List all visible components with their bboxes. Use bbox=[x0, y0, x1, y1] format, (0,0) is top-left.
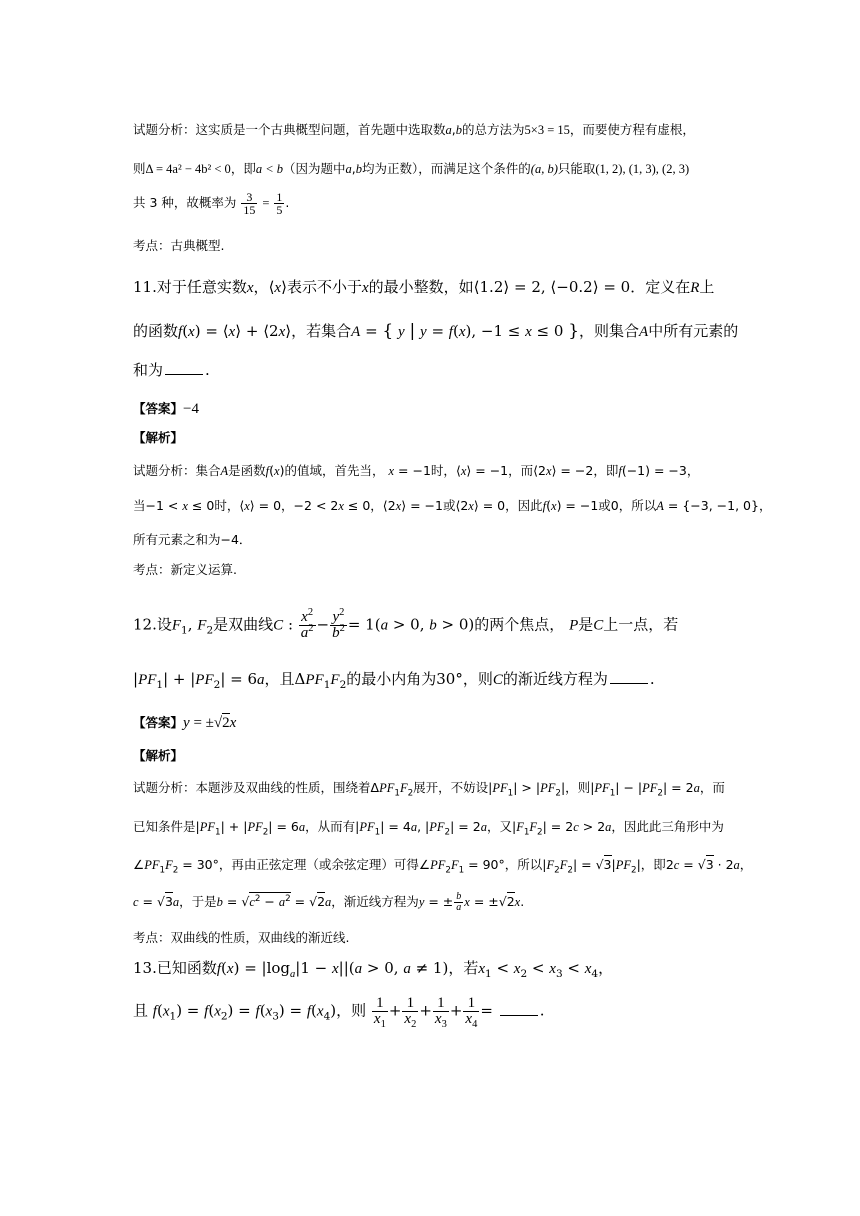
q11-answer: 【答案】−4 bbox=[133, 401, 199, 417]
q11-stem-line-1: 11.对于任意实数x，⟨x⟩表示不小于x的最小整数，如⟨1.2⟩ = 2, ⟨−0.2⟩ = 0．定义在R上 bbox=[133, 278, 715, 296]
q10-analysis-line-1: 试题分析：这实质是一个古典概型问题，首先题中选取数a,b的总方法为5×3 = 15，而要使方程有虚根， bbox=[133, 122, 695, 137]
q12-kaodian: 考点：双曲线的性质，双曲线的渐近线. bbox=[133, 930, 350, 945]
q12-stem-line-1: 12.设$F_1$, $F_2$是双曲线C : $\frac{x^2}{a^2}$ − $\frac{y^2}{b^2}$ = 1(a > 0, b > 0)的两个焦点， P是C上一点，若 bbox=[133, 607, 679, 641]
q12-answer: 【答案】y = ±√2x bbox=[133, 715, 237, 731]
q12-jiexi-label: 【解析】 bbox=[133, 748, 184, 763]
probability-fraction: $\frac{3}{15}$ bbox=[243, 190, 256, 217]
q11-jiexi-label: 【解析】 bbox=[133, 430, 184, 445]
q13-stem-line-2: 且 $f(x_1) = f(x_2) = f(x_3) = f(x_4)$，则 $\frac{1}{x_1}$ + $\frac{1}{x_2}$ + $\frac{1}{x_3}$ + $\frac{1}{x_4}$ = . bbox=[133, 995, 545, 1030]
q10-analysis-line-2: 则Δ = 4a² − 4b² < 0，即a < b（因为题中a,b均为正数），而满足这个条件的(a, b)只能取(1, 2), (1, 3), (2, 3) bbox=[133, 161, 690, 176]
q11-analysis-line-3: 所有元素之和为−4． bbox=[133, 532, 252, 547]
answer-blank bbox=[500, 1015, 538, 1016]
answer-blank bbox=[165, 374, 203, 375]
q11-kaodian: 考点：新定义运算. bbox=[133, 562, 237, 577]
q11-analysis-line-1: 试题分析：集合A是函数f(x)的值域，首先当， x = −1时，⟨x⟩ = −1，而⟨2x⟩ = −2，即f(−1) = −3， bbox=[133, 463, 700, 478]
q13-stem-line-1: 13.已知函数$f(x) = |\log_a|1 - x||(a > 0$, a ≠ 1)，若$x_1 < x_2 < x_3 < x_4$， bbox=[133, 959, 614, 980]
q10-analysis-line-3: 共 3 种，故概率为 $\frac{3}{15}$ = $\frac{1}{5}$ . bbox=[133, 190, 290, 217]
q12-stem-line-2: $|PF_1| + |PF_2| = 6a$，且$\Delta PF_1F_2$的最小内角为30°，则C的渐近线方程为 . bbox=[133, 670, 655, 691]
q11-stem-line-2: 的函数f(x) = ⟨x⟩ + ⟨2x⟩，若集合A = { y | y = f(x), −1 ≤ x ≤ 0 }，则集合A中所有元素的 bbox=[133, 321, 739, 341]
answer-blank bbox=[610, 683, 648, 684]
q12-analysis-line-2: 已知条件是$|PF_1| + |PF_2| = 6a$，从而有$|PF_1| = 4a$, $|PF_2| = 2a$，又$|F_1F_2| = 2c > 2a$，因此此三角形中为 bbox=[133, 819, 724, 838]
q11-stem-line-3: 和为 . bbox=[133, 361, 210, 379]
q10-kaodian: 考点：古典概型. bbox=[133, 238, 225, 253]
q11-analysis-line-2: 当−1 < x ≤ 0时，⟨x⟩ = 0，−2 < 2x ≤ 0，⟨2x⟩ = −1或⟨2x⟩ = 0，因此f(x) = −1或0，所以A = {−3, −1, 0}， bbox=[133, 498, 772, 513]
q12-analysis-line-4: c = √3a，于是$b = √c^2 - a^2 = √2a$，渐近线方程为y = ± $\frac{b}{a}$ x = ±√2x. bbox=[133, 891, 525, 913]
q12-analysis-line-3: $\angle PF_1F_2 = 30^\circ$，再由正弦定理（或余弦定理）可得$\angle PF_2F_1 = 90^\circ$，所以$|F_2F_2| = √3|PF_2|$，即2c = √3 · 2a， bbox=[133, 857, 753, 876]
q12-analysis-line-1: 试题分析：本题涉及双曲线的性质，围绕着$\Delta PF_1F_2$展开，不妨设$|PF_1| > |PF_2|$，则$|PF_1| - |PF_2| = 2a$，而 bbox=[133, 780, 725, 799]
